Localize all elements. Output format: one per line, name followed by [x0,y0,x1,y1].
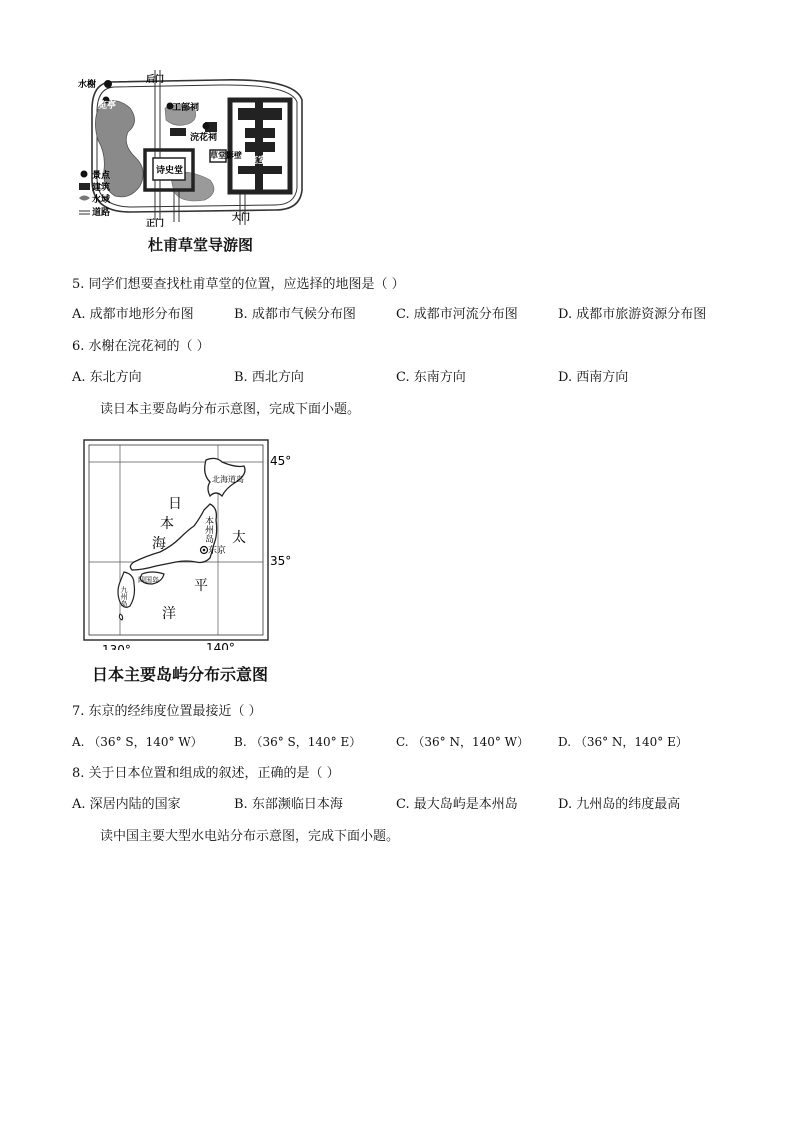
legend-jianzhu: 建筑 [92,183,111,193]
ocean-char-3: 洋 [162,606,176,622]
label-gongbuci: 工部祠 [172,103,200,113]
lat-label-45: 45° [270,454,292,468]
q5-option-c[interactable]: C. 成都市河流分布图 [396,307,518,322]
label-zhengmen: 正门 [146,219,165,229]
ocean-char-1: 太 [232,530,246,546]
sea-char-3: 海 [152,536,166,552]
label-damen: 大门 [232,213,251,223]
q5-option-d[interactable]: D. 成都市旅游资源分布图 [558,307,707,322]
legend-jingdian: 景点 [92,171,111,181]
island-honshu: 本州岛 [203,516,213,543]
sea-char-2: 本 [160,516,174,532]
q8-option-d[interactable]: D. 九州岛的纬度最高 [558,797,681,812]
q8-stem: 8. 关于日本位置和组成的叙述，正确的是（ ） [72,766,340,781]
japan-map-graphic [76,438,296,650]
ocean-char-2: 平 [194,578,208,594]
q6-option-b[interactable]: B. 西北方向 [234,370,304,385]
q7-option-b[interactable]: B. （36° S，140° E） [234,735,362,749]
label-zhanlan: 展览室 [240,156,268,166]
sea-char-1: 日 [168,496,182,512]
label-lanting: 览亭 [98,101,117,111]
label-huanhuaci: 浣花祠 [190,133,218,143]
q6-option-c[interactable]: C. 东南方向 [396,370,466,385]
q5-option-b[interactable]: B. 成都市气候分布图 [234,307,356,322]
q6-option-d[interactable]: D. 西南方向 [558,370,629,385]
q6-option-a[interactable]: A. 东北方向 [72,370,142,385]
lat-label-35: 35° [270,554,292,568]
island-kyushu: 九州岛 [120,586,128,607]
q7-stem: 7. 东京的经纬度位置最接近（ ） [72,704,262,719]
lon-label-140: 140° [206,641,235,650]
q6-stem: 6. 水榭在浣花祠的（ ） [72,339,210,354]
q8-option-a[interactable]: A. 深居内陆的国家 [72,797,181,812]
island-hokkaido: 北海道岛 [212,475,244,484]
label-shuixie: 水榭 [78,80,97,90]
q5-option-a[interactable]: A. 成都市地形分布图 [72,307,194,322]
label-caotangyingbi: 草堂影壁 [210,151,242,160]
q8-option-c[interactable]: C. 最大岛屿是本州岛 [396,797,518,812]
city-tokyo: 东京 [208,546,227,556]
label-houmen: 后门 [146,75,165,85]
q7-option-c[interactable]: C. （36° N，140° W） [396,735,530,749]
legend-shuiyu: 水域 [92,195,111,205]
q5-stem: 5. 同学们想要查找杜甫草堂的位置，应选择的地图是（ ） [72,277,405,292]
figure1-caption: 杜甫草堂导游图 [148,236,254,254]
island-shikoku: 四国岛 [138,576,159,584]
legend-daolu: 道路 [92,208,111,218]
label-shishitang: 诗史堂 [156,166,184,176]
figure2-caption: 日本主要岛屿分布示意图 [92,665,269,684]
q8-option-b[interactable]: B. 东部濒临日本海 [234,797,343,812]
q7-option-a[interactable]: A. （36° S，140° W） [72,735,203,749]
lon-label-130: 130° [102,643,131,650]
japan-map [76,438,296,650]
intro-japan: 读日本主要岛屿分布示意图，完成下面小题。 [100,402,361,417]
intro-china: 读中国主要大型水电站分布示意图，完成下面小题。 [100,829,400,844]
q7-option-d[interactable]: D. （36° N，140° E） [558,735,688,749]
